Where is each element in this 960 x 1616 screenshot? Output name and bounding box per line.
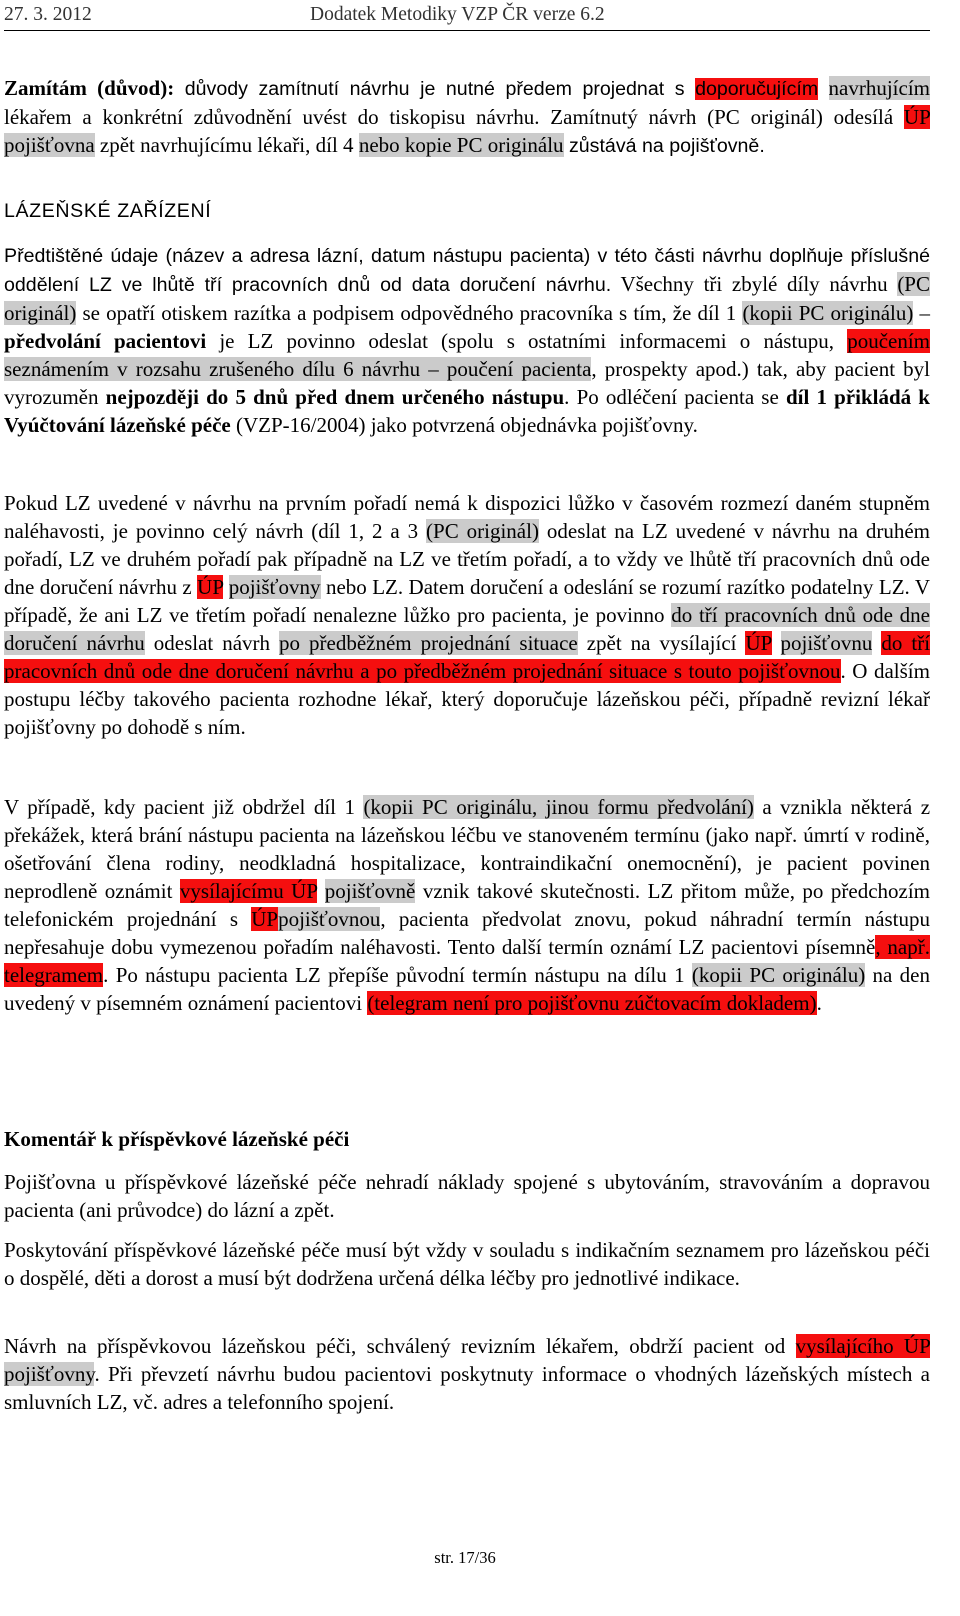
highlight-gray: (PC originál) [426,519,539,543]
text: zpět na vysílající [577,631,746,655]
text: a vznikla některá z překážek, která brání nástupu pacienta na lázeňskou léčbu ve stanoveném termínu (jako např. úmrtí v rodině, ošetřování člena rodiny, neodkladná hospitalizace, kontraindikační onemocnění), je pacient povinen neprodleně oznámit [4,795,931,903]
text: nebo LZ. Datem doručení a odeslání se rozumí razítko podatelny LZ. V případě, že ani LZ ve třetím pořadí nenalezne lůžko pro pacienta, je povinno [4,575,930,627]
text: zpět navrhujícímu lékaři, díl 4 [94,133,359,157]
highlight-red: ÚP [745,631,772,655]
highlight-gray: (PC originál) [4,272,930,325]
text: důvody zamítnutí návrhu je nutné předem projednat s [174,78,696,100]
text: . O dalším postupu léčby takového pacienta rozhodne lékař, který doporučuje lázeňskou péči, případně revizní lékař pojišťovny po dohodě s ním. [4,659,930,739]
highlight-gray: navrhujícím [828,76,930,100]
highlight-gray: pojišťovna [4,133,95,157]
spa-facility-heading: LÁZEŇSKÉ ZAŘÍZENÍ [4,200,212,222]
text: . Po odléčení pacienta se [564,385,786,409]
highlight-gray: (kopii PC originálu) [691,963,866,987]
highlight-red: poučením [847,329,930,353]
text: – [913,301,931,325]
contribution-paragraph-3 [4,1332,930,1416]
text: vznik takové skutečnosti. LZ přitom může, po předchozím telefonickém projednání s [4,879,931,931]
text: je LZ povinno odeslat (spolu s ostatními informacemi o nástupu, [206,329,848,353]
contribution-paragraph-1: Pojišťovna u příspěvkové lázeňské péče nehradí náklady spojené s ubytováním, stravováním a dopravou pacienta (ani průvodce) do lázní a zpět. [4,1170,930,1222]
text: lékařem a konkrétní zdůvodnění uvést do tiskopisu návrhu. Zamítnutý návrh (PC originál) odesílá [4,105,904,129]
highlight-red: vysílajícího ÚP [795,1334,930,1358]
header-date: 27. 3. 2012 [4,4,92,25]
text: . Při převzetí návrhu budou pacientovi poskytnuty informace o vhodných lázeňských místech a smluvních LZ, vč. adres a telefonního spojení. [4,1362,930,1414]
contribution-spa-heading: Komentář k příspěvkové lázeňské péči [4,1127,350,1151]
text: . [816,991,822,1015]
rejection-label: Zamítám (důvod): [4,76,175,100]
header-title: Dodatek Metodiky VZP ČR verze 6.2 [310,4,605,25]
text: odeslat návrh [144,631,280,655]
highlight-gray: seznámením v rozsahu zrušeného dílu 6 návrhu – poučení pacienta [4,357,592,381]
text [317,879,324,903]
highlight-red: (telegram není pro pojišťovnu zúčtovacím dokladem) [367,991,817,1015]
highlight-gray: pojišťovnu [780,631,873,655]
highlight-red: doporučujícím [695,78,819,100]
highlight-gray: pojišťovny [228,575,321,599]
spa-facility-paragraph [4,241,930,439]
page-header [4,4,930,31]
rejection-paragraph [4,74,930,160]
contribution-paragraph-2: Poskytování příspěvkové lázeňské péče musí být vždy v souladu s indikačním seznamem pro lázeňskou péči o dospělé, děti a dorost a musí být dodržena určená délka léčby pro jednotlivé indikace. [4,1238,930,1290]
highlight-gray: (kopii PC originálu, jinou formu předvolání) [363,795,754,819]
text: na den uvedený v písemném oznámení pacientovi [4,963,930,1015]
highlight-red: , např. telegramem [4,935,930,987]
highlight-gray: pojišťovny [4,1362,95,1386]
text [223,575,228,599]
highlight-gray: nebo kopie PC originálu [358,133,564,157]
bold-text: nejpozději do 5 dnů před dnem určeného nástupu [105,385,565,409]
text: Návrh na příspěvkovou lázeňskou péči, schválený revizním lékařem, obdrží pacient od [4,1334,796,1358]
highlight-red: vysílajícímu ÚP [179,879,318,903]
highlight-red: ÚP [197,575,224,599]
highlight-red: ÚP [903,105,930,129]
page-number: str. 17/36 [434,1548,496,1567]
highlight-gray: do tří pracovních dnů ode dne doručení návrhu [4,603,930,655]
highlight-gray: (kopii PC originálu) [742,301,914,325]
text: V případě, kdy pacient již obdržel díl 1 [4,795,364,819]
text: , prospekty apod.) tak, aby pacient byl vyrozuměn [4,357,930,409]
text: . Po nástupu pacienta LZ přepíše původní termín nástupu na dílu 1 [103,963,692,987]
highlight-gray: po předběžném projednání situace [279,631,578,655]
highlight-gray: pojišťovně [324,879,416,903]
text: Všechny tři zbylé díly návrhu [611,272,898,296]
no-bed-paragraph [4,489,930,741]
obstacle-paragraph [4,793,930,1017]
highlight-red: do tří pracovních dnů ode dne doručení návrhu a po předběžném projednání situace s touto pojišťovnou [4,631,931,683]
bold-text: díl 1 přikládá k Vyúčtování lázeňské péče [4,385,930,437]
text: Předtištěné údaje (název a adresa lázní, datum nástupu pacienta) v této části návrhu doplňuje příslušné oddělení LZ ve lhůtě tří pracovních dnů od data doručení návrhu. [4,245,930,296]
highlight-gray: pojišťovnou [278,907,381,931]
bold-text: předvolání pacientovi [4,329,207,353]
text: , pacienta předvolat znovu, pokud náhradní termín nástupu nepřesahuje dobu vymezenou pořadím naléhavosti. Tento další termín oznámí LZ pacientovi písemně [4,907,930,959]
text: (VZP-16/2004) jako potvrzená objednávka pojišťovny. [230,413,698,437]
text: Pokud LZ uvedené v návrhu na prvním pořadí nemá k dispozici lůžko v časovém rozmezí daném stupněm naléhavosti, je povinno celý návrh (díl 1, 2 a 3 [4,491,930,543]
text: se opatří otiskem razítka a podpisem odpovědného pracovníka s tím, že díl 1 [76,301,743,325]
text [772,631,781,655]
text: zůstává na pojišťovně. [563,135,765,157]
text: odeslat na LZ uvedené v návrhu na druhém pořadí, LZ ve druhém pořadí pak případně na LZ ve třetím pořadí, a to vždy ve lhůtě tří pracovních dnů ode dne doručení návrhu z [4,519,930,599]
highlight-red: ÚP [251,907,279,931]
